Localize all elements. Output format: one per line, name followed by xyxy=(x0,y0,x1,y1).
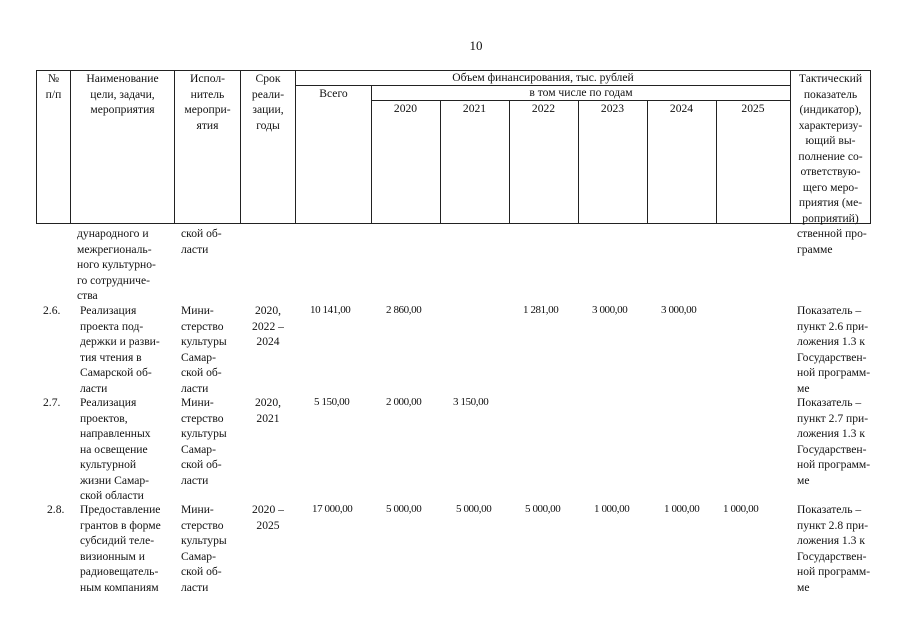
row-name: Реализация проекта под- держки и разви- тия чтения в Самарской об- ласти xyxy=(80,304,160,395)
header-col-indicator: Тактический показатель (индикатор), характеризу- ющий вы- полнение со- ответствую- щего меро- приятия (ме- роприятий) xyxy=(798,72,863,225)
header-col-name: Наименование цели, задачи, мероприятия xyxy=(86,72,159,116)
header-vline xyxy=(509,100,510,224)
row-indicator: Показатель – пункт 2.6 при- ложения 1.3 к Государствен- ной программ- ме xyxy=(797,304,871,395)
header-by-years: в том числе по годам xyxy=(529,86,633,99)
header-year-2024: 2024 xyxy=(669,102,694,115)
header-vline xyxy=(647,100,648,224)
header-year-2021: 2021 xyxy=(462,102,487,115)
row-2022: 1 281,00 xyxy=(523,304,559,316)
row-term: 2020, 2022 – 2024 xyxy=(252,304,284,348)
header-vline xyxy=(440,100,441,224)
header-col-term: Срок реали- зации, годы xyxy=(251,72,285,132)
continuation-executor: ской об- ласти xyxy=(181,227,222,256)
header-col-executor: Испол- нитель меропри- ятия xyxy=(184,72,231,132)
row-total: 10 141,00 xyxy=(310,304,351,316)
row-total: 5 150,00 xyxy=(314,396,350,408)
header-year-2020: 2020 xyxy=(393,102,418,115)
continuation-name: дународного и межрегиональ- ного культурно- го сотрудниче- ства xyxy=(77,227,156,302)
row-total: 17 000,00 xyxy=(312,503,353,515)
header-vline xyxy=(870,70,871,224)
header-year-2025: 2025 xyxy=(741,102,765,115)
header-year-2022: 2022 xyxy=(531,102,556,115)
row-indicator: Показатель – пункт 2.8 при- ложения 1.3 к Государствен- ной программ- ме xyxy=(797,503,871,594)
header-funding-title: Объем финансирования, тыс. рублей xyxy=(452,71,634,84)
row-2021: 5 000,00 xyxy=(456,503,492,515)
row-2024: 3 000,00 xyxy=(661,304,697,316)
row-term: 2020 – 2025 xyxy=(252,503,284,532)
row-executor: Мини- стерство культуры Самар- ской об- ласти xyxy=(181,503,227,594)
row-term: 2020, 2021 xyxy=(254,396,282,425)
row-name: Предоставление грантов в форме субсидий теле- визионным и радиовещатель- ным компаниям xyxy=(80,503,161,594)
row-executor: Мини- стерство культуры Самар- ской об- ласти xyxy=(181,304,227,395)
row-2024: 1 000,00 xyxy=(664,503,700,515)
row-2020: 5 000,00 xyxy=(386,503,422,515)
header-year-2023: 2023 xyxy=(600,102,625,115)
row-2021: 3 150,00 xyxy=(453,396,489,408)
continuation-indicator: ственной про- грамме xyxy=(797,227,867,256)
row-number: 2.7. xyxy=(43,396,61,409)
header-vline xyxy=(716,100,717,224)
row-number: 2.8. xyxy=(47,503,65,516)
row-2022: 5 000,00 xyxy=(525,503,561,515)
row-2025: 1 000,00 xyxy=(723,503,759,515)
row-2023: 3 000,00 xyxy=(592,304,628,316)
row-executor: Мини- стерство культуры Самар- ской об- ласти xyxy=(181,396,227,487)
header-col-no: № п/п xyxy=(45,72,62,101)
row-indicator: Показатель – пункт 2.7 при- ложения 1.3 к Государствен- ной программ- ме xyxy=(797,396,871,487)
row-2023: 1 000,00 xyxy=(594,503,630,515)
row-2020: 2 000,00 xyxy=(386,396,422,408)
header-bottom-border xyxy=(36,223,870,224)
page-number: 10 xyxy=(469,38,483,53)
header-total: Всего xyxy=(319,87,348,100)
row-2020: 2 860,00 xyxy=(386,304,422,316)
row-number: 2.6. xyxy=(43,304,61,317)
header-vline xyxy=(578,100,579,224)
row-name: Реализация проектов, направленных на освещение культурной жизни Самар- ской области xyxy=(80,396,151,502)
